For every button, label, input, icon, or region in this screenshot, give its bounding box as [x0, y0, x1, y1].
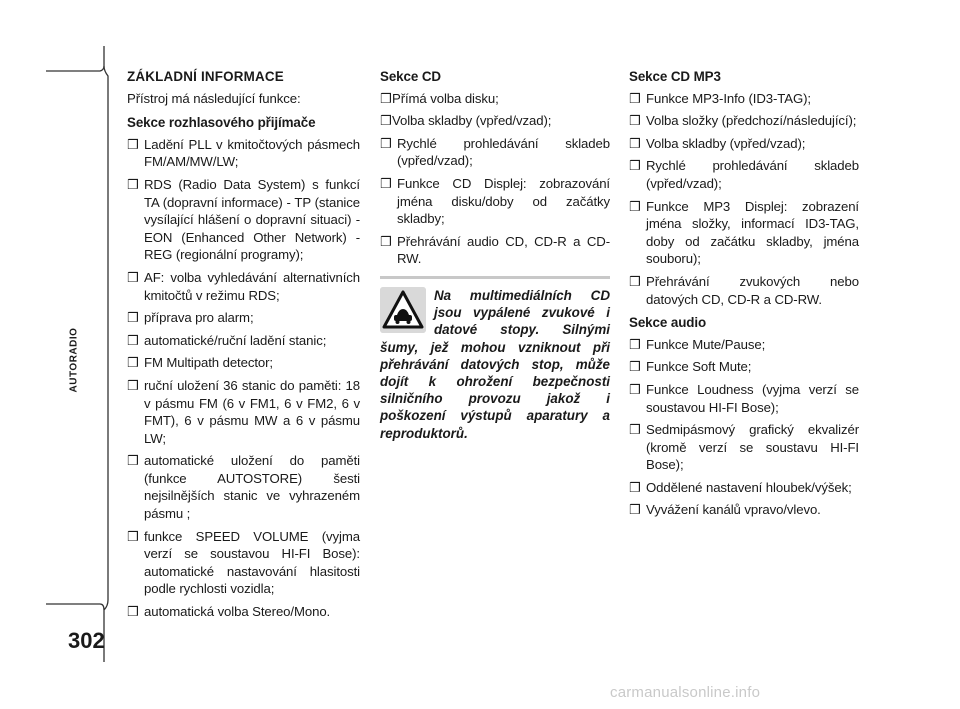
page-number: 302 [68, 628, 105, 653]
warning-text: Na multimediálních CD jsou vypálené zvukové i datové stopy. Silnými šumy, jež mohou vzniknout při přehrávání datových stop, může dojít k ohrožení bezpečnosti silničního provozu jakož i poškození výstupů aparatury a reproduktorů. [380, 288, 610, 441]
checkbox-bullet-icon: ❒ [629, 198, 641, 214]
checkbox-bullet-icon: ❒ [629, 158, 641, 174]
list-item: ❒ Oddělené nastavení hloubek/výšek; [629, 479, 852, 495]
list-item: ❒ Sedmipásmový grafický ekvalizér (kromě verzí se soustavu HI-FI Bose); [629, 422, 859, 473]
checkbox-bullet-icon: ❒ [127, 604, 139, 620]
checkbox-bullet-icon: ❒ [629, 479, 641, 495]
checkbox-bullet-icon: ❒ [380, 175, 392, 191]
list-item: ❒ Přehrávání zvukových nebo datových CD, CD-R a CD-RW. [629, 273, 859, 307]
warning-box [380, 276, 610, 442]
checkbox-bullet-icon: ❒ [629, 381, 641, 397]
column-mp3-audio [629, 68, 859, 524]
list-item: ❒ funkce SPEED VOLUME (vyjma verzí se soustavou HI-FI Bose): automatické nastavování hlasitosti podle rychlosti vozidla; [127, 528, 360, 597]
list-item: ❒ Vyvážení kanálů vpravo/vlevo. [629, 502, 821, 518]
list-item: ❒ FM Multipath detector; [127, 355, 273, 371]
list-item: ❒ Ladění PLL v kmitočtových pásmech FM/AM/MW/LW; [127, 136, 360, 170]
list-item: ❒ Funkce MP3 Displej: zobrazení jména složky, informací ID3-TAG, doby od začátku skladby, jména souboru); [629, 198, 859, 267]
list-item: ❒ Funkce Loudness (vyjma verzí se soustavou HI-FI Bose); [629, 381, 859, 415]
list-item: ❒ Volba skladby (vpřed/vzad); [629, 135, 806, 151]
checkbox-bullet-icon: ❒ [127, 136, 139, 152]
audio-feature-list [629, 336, 859, 519]
checkbox-bullet-icon: ❒ [127, 176, 139, 192]
list-item: ❒ automatické uložení do paměti (funkce AUTOSTORE) šesti nejsilnějších stanic ve vyhrazeném pásmu ; [127, 453, 360, 522]
list-item: ❒ Rychlé prohledávání skladeb (vpřed/vzad); [629, 158, 859, 191]
checkbox-bullet-icon: ❒ [127, 453, 139, 469]
list-item: ❒ Rychlé prohledávání skladeb (vpřed/vzad); [380, 135, 610, 169]
list-item: ❒ Přímá volba disku; [380, 90, 499, 106]
section-title-cd: Sekce CD [380, 69, 441, 84]
warning-triangle-car-icon [380, 287, 426, 333]
list-item: ❒ Přehrávání audio CD, CD-R a CD-RW. [380, 233, 610, 267]
list-item: ❒ ruční uložení 36 stanic do paměti: 18 v pásmu FM (6 v FM1, 6 v FM2, 6 v FMT), 6 v pásmu MW a 6 v pásmu LW; [127, 377, 360, 446]
checkbox-bullet-icon: ❒ [127, 528, 139, 544]
checkbox-bullet-icon: ❒ [127, 355, 139, 371]
section-title-radio: Sekce rozhlasového přijímače [127, 115, 316, 131]
list-item: ❒ Volba složky (předchozí/následující); [629, 113, 857, 129]
radio-feature-list [127, 136, 360, 621]
list-item: ❒ Funkce MP3-Info (ID3-TAG); [629, 90, 811, 106]
intro-text: Přístroj má následující funkce: [127, 90, 301, 106]
column-cd [380, 68, 610, 273]
list-item: ❒ Funkce Mute/Pause; [629, 336, 766, 352]
cd-feature-list [380, 90, 610, 268]
list-item: ❒ příprava pro alarm; [127, 310, 254, 326]
watermark-text: carmanualsonline.info [610, 684, 761, 701]
checkbox-bullet-icon: ❒ [127, 269, 139, 285]
checkbox-bullet-icon: ❒ [629, 422, 641, 438]
checkbox-bullet-icon: ❒ [127, 377, 139, 393]
checkbox-bullet-icon: ❒ [380, 233, 392, 249]
section-heading-general: ZÁKLADNÍ INFORMACE [127, 69, 284, 84]
list-item: ❒ automatické/ruční ladění stanic; [127, 332, 327, 348]
list-item: ❒ AF: volba vyhledávání alternativních kmitočtů v režimu RDS; [127, 269, 360, 303]
list-item: ❒ Funkce Soft Mute; [629, 359, 752, 375]
checkbox-bullet-icon: ❒ [629, 359, 641, 375]
mp3-feature-list [629, 90, 859, 309]
section-title-mp3: Sekce CD MP3 [629, 69, 721, 84]
checkbox-bullet-icon: ❒ [380, 113, 392, 129]
margin-bracket-line [0, 0, 120, 709]
checkbox-bullet-icon: ❒ [380, 135, 392, 151]
checkbox-bullet-icon: ❒ [629, 135, 641, 151]
list-item: ❒ Volba skladby (vpřed/vzad); [380, 113, 552, 129]
list-item: ❒ RDS (Radio Data System) s funkcí TA (dopravní informace) - TP (stanice vysílající hlášení o dopravní situaci) - EON (Enhanced Other Network) - REG (regionální programy); [127, 176, 360, 263]
list-item: ❒ automatická volba Stereo/Mono. [127, 604, 331, 620]
checkbox-bullet-icon: ❒ [629, 502, 641, 518]
section-title-audio: Sekce audio [629, 315, 707, 331]
checkbox-bullet-icon: ❒ [380, 90, 392, 106]
checkbox-bullet-icon: ❒ [629, 336, 641, 352]
chapter-side-label: AUTORADIO [68, 327, 80, 393]
checkbox-bullet-icon: ❒ [629, 113, 641, 129]
checkbox-bullet-icon: ❒ [629, 273, 641, 289]
checkbox-bullet-icon: ❒ [127, 310, 139, 326]
column-general-info [127, 68, 360, 626]
list-item: ❒ Funkce CD Displej: zobrazování jména disku/doby od začátky skladby; [380, 175, 610, 227]
checkbox-bullet-icon: ❒ [127, 332, 139, 348]
checkbox-bullet-icon: ❒ [629, 90, 641, 106]
